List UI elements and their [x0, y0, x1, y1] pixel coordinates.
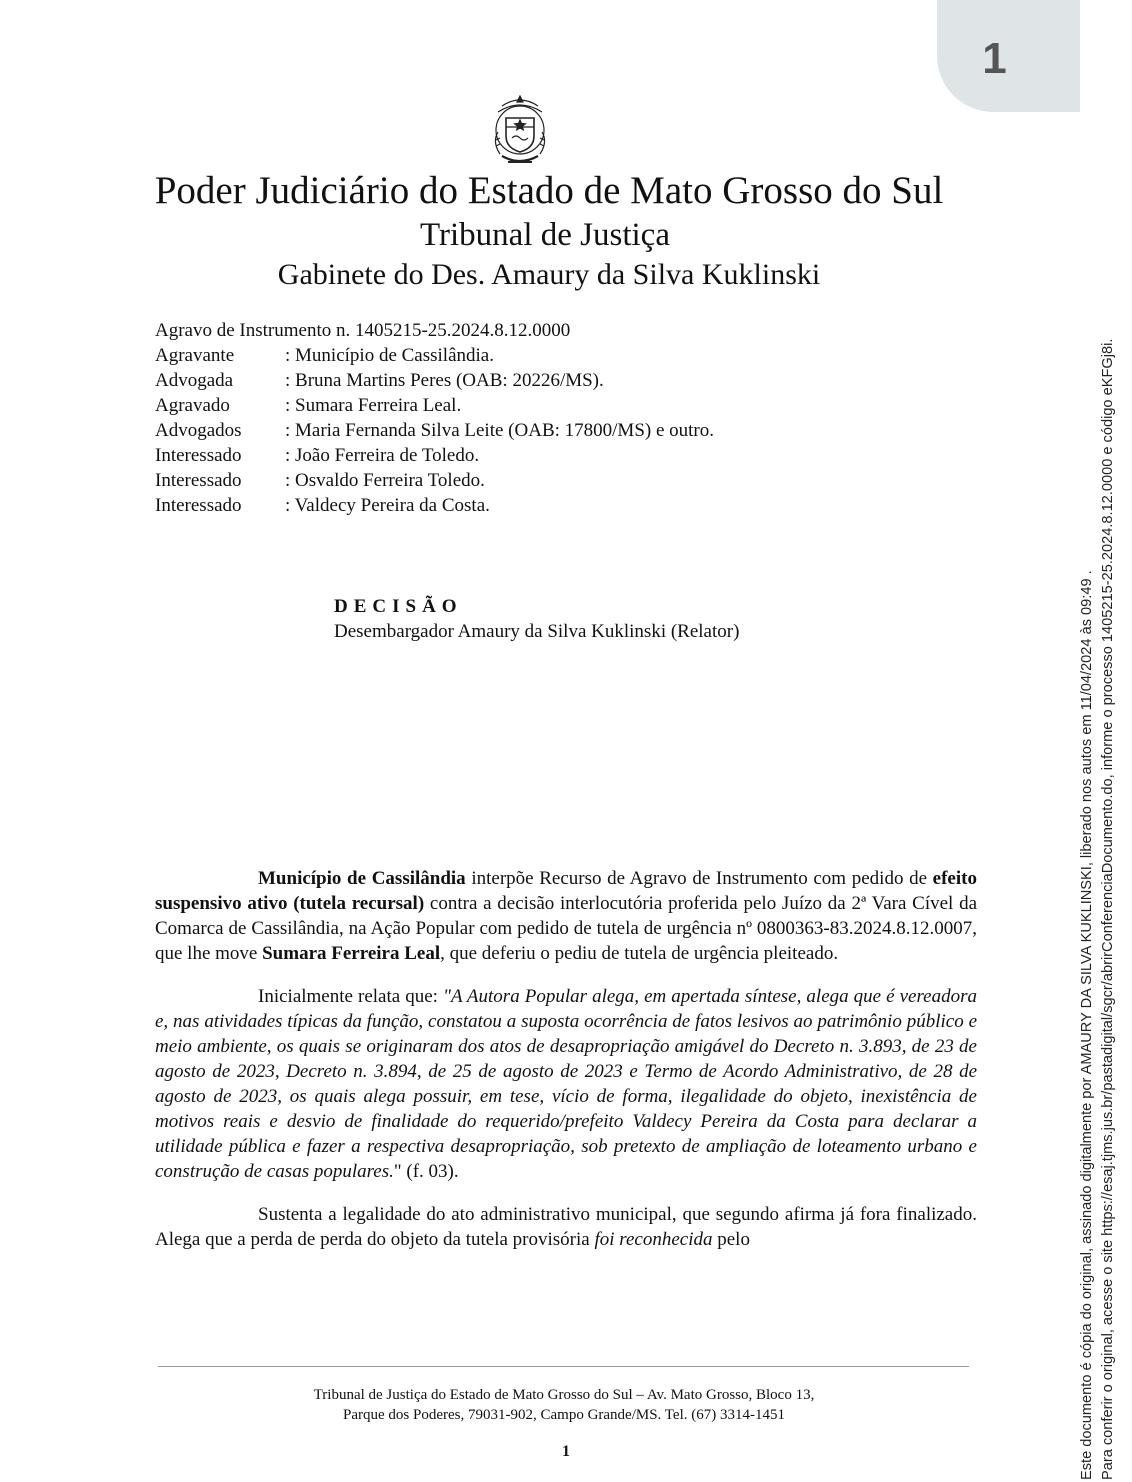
text-run: Sustenta a legalidade do ato administrativo municipal, que segundo afirma já fora finalizado. Alega que a perda de perda do objeto da tutela provisória — [155, 1204, 977, 1250]
party-row — [155, 493, 714, 518]
page-number: 1 — [562, 1443, 570, 1460]
party-role: Advogados — [155, 420, 242, 441]
bold-text: Sumara Ferreira Leal — [262, 943, 441, 964]
page-counter-badge — [937, 0, 1080, 112]
court-name: Poder Judiciário do Estado de Mato Grosso do Sul — [154, 169, 944, 212]
text-run: " (f. 03). — [393, 1161, 459, 1182]
bold-text: Município de Cassilândia — [258, 868, 466, 889]
party-role: Interessado — [155, 495, 242, 516]
party-role: Interessado — [155, 470, 242, 491]
verification-line: Para conferir o original, acesse o site https://esaj.tjms.jus.br/pastadigital/sgcr/abrirConferenciaDocumento.do, informe o processo 1405215-25.2024.8.12.0000 e código eKFGj8i. — [1100, 338, 1116, 1480]
text-run: Inicialmente relata que: — [258, 986, 443, 1007]
party-value: : Maria Fernanda Silva Leite (OAB: 17800/MS) e outro. — [285, 420, 715, 441]
text-run: pelo — [712, 1229, 750, 1250]
party-value: : Bruna Martins Peres (OAB: 20226/MS). — [285, 370, 604, 391]
page-counter: 1 — [982, 34, 1007, 83]
case-header — [155, 318, 714, 518]
paragraph — [155, 984, 977, 1184]
decision-block — [334, 594, 739, 644]
party-value: : Osvaldo Ferreira Toledo. — [285, 470, 485, 491]
footer-address — [0, 1385, 1128, 1425]
text-run: interpõe Recurso de Agravo de Instrumento com pedido de — [465, 868, 933, 889]
party-row — [155, 468, 714, 493]
party-row — [155, 393, 714, 418]
party-row — [155, 418, 714, 443]
paragraph — [155, 866, 977, 966]
text-run: contra a decisão interlocutória proferida pelo Juízo da 2ª Vara Cível da Comarca de Cassilândia, na Ação Popular com pedido de tutela de urgência nº 0800363-83.2024.8.12.0007, que lhe move — [155, 893, 977, 964]
chamber-name: Gabinete do Des. Amaury da Silva Kuklinski — [277, 258, 821, 291]
party-row — [155, 443, 714, 468]
coat-of-arms-icon — [488, 92, 552, 170]
tribunal-name: Tribunal de Justiça — [420, 217, 670, 253]
case-number: Agravo de Instrumento n. 1405215-25.2024.8.12.0000 — [155, 320, 571, 341]
decision-title: DECISÃO — [334, 596, 463, 617]
footer-line: Tribunal de Justiça do Estado de Mato Grosso do Sul – Av. Mato Grosso, Bloco 13, — [313, 1387, 815, 1403]
party-role: Advogada — [155, 370, 234, 391]
bold-text: efeito suspensivo ativo (tutela recursal) — [155, 868, 977, 914]
party-value: : Sumara Ferreira Leal. — [285, 395, 462, 416]
quoted-text: "A Autora Popular alega, em apertada síntese, alega que é vereadora e, nas atividades típicas da função, constatou a suposta ocorrência de fatos lesivos ao patrimônio público e meio ambiente, os quais se originaram dos atos de desapropriação amigável do Decreto n. 3.893, de 23 de agosto de 2023, Decreto n. 3.894, de 25 de agosto de 2023 e Termo de Acordo Administrativo, de 28 de agosto de 2023, os quais alega possuir, em tese, vício de forma, ilegalidade do objeto, inexistência de motivos reais e desvio de finalidade do requerido/prefeito Valdecy Pereira da Costa para declarar a utilidade pública e fazer a respectiva desapropriação, sob pretexto de ampliação de loteamento urbano e construção de casas populares. — [155, 986, 977, 1182]
italic-text: foi reconhecida — [594, 1229, 713, 1250]
party-row — [155, 343, 714, 368]
decision-author: Desembargador Amaury da Silva Kuklinski (Relator) — [334, 621, 740, 642]
signature-line: Este documento é cópia do original, assinado digitalmente por AMAURY DA SILVA KUKLINSKI, liberado nos autos em 11/04/2024 às 09:49 . — [1079, 570, 1095, 1480]
document-body — [155, 866, 977, 1252]
paragraph — [155, 1202, 977, 1252]
footer-divider — [158, 1366, 969, 1367]
text-run: , que deferiu o pediu de tutela de urgência pleiteado. — [440, 943, 839, 964]
party-value: : Município de Cassilândia. — [285, 345, 494, 366]
signature-notice — [1077, 235, 1119, 1480]
party-role: Interessado — [155, 445, 242, 466]
party-role: Agravado — [155, 395, 230, 416]
party-role: Agravante — [155, 345, 235, 366]
footer-line: Parque dos Poderes, 79031-902, Campo Grande/MS. Tel. (67) 3314-1451 — [343, 1407, 785, 1423]
party-value: : João Ferreira de Toledo. — [285, 445, 480, 466]
party-value: : Valdecy Pereira da Costa. — [285, 495, 490, 516]
party-row — [155, 368, 714, 393]
